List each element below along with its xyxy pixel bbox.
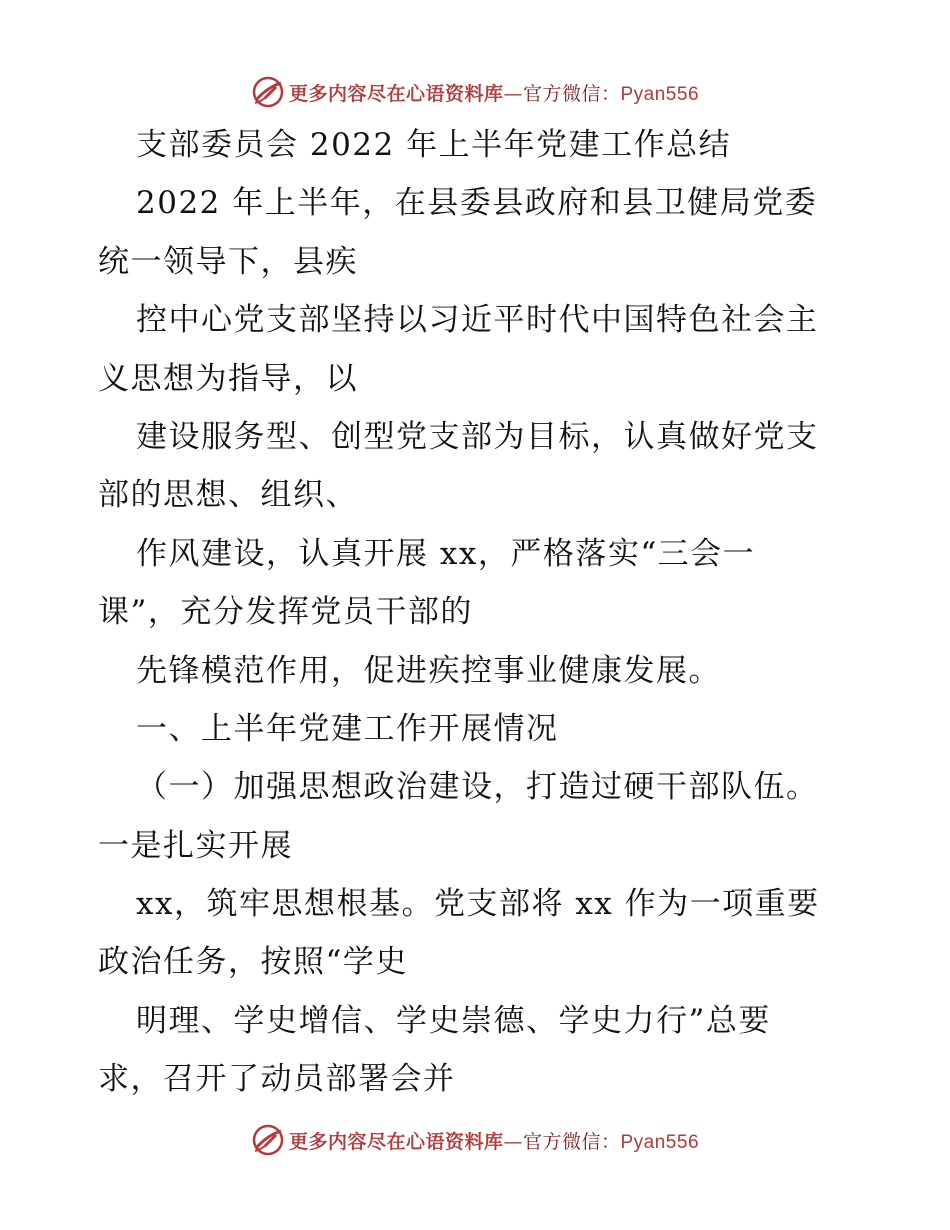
paragraph-line: 作风建设，认真开展 xx，严格落实“三会一 (136, 535, 756, 572)
banner-dash: — (503, 82, 523, 105)
banner-wechat-label: 官方微信： (522, 82, 621, 105)
paragraph-line: 义思想为指导，以 (98, 360, 358, 397)
paragraph-line: 统一领导下，县疾 (98, 243, 358, 280)
pen-circle-logo-icon (251, 75, 285, 109)
banner-site-text: 更多内容尽在心语资料库 (288, 1130, 504, 1153)
banner-wechat-handle: Pyan556 (620, 1131, 700, 1153)
paragraph-line: xx，筑牢思想根基。党支部将 xx 作为一项重要 (136, 886, 820, 923)
paragraph-line: 课”，充分发挥党员干部的 (98, 594, 473, 631)
banner-wechat-handle: Pyan556 (620, 83, 700, 105)
section-heading: 一、上半年党建工作开展情况 (136, 710, 559, 747)
paragraph-line: 明理、学史增信、学史崇德、学史力行”总要 (136, 1002, 771, 1039)
paragraph-line: 控中心党支部坚持以习近平时代中国特色社会主 (136, 302, 819, 339)
document-body (98, 116, 858, 1109)
paragraph-line: 2022 年上半年，在县委县政府和县卫健局党委 (136, 185, 818, 222)
banner-wechat-label: 官方微信： (522, 1130, 621, 1153)
banner-dash: — (503, 1130, 523, 1153)
paragraph-line: 一是扎实开展 (98, 827, 293, 864)
banner-text (289, 1127, 699, 1154)
paragraph-line: 部的思想、组织、 (98, 477, 358, 514)
paragraph-line: 建设服务型、创型党支部为目标，认真做好党支 (136, 418, 819, 455)
banner-site-text: 更多内容尽在心语资料库 (288, 82, 504, 105)
header-watermark-banner (0, 70, 950, 114)
paragraph-line: 政治任务，按照“学史 (98, 944, 408, 981)
document-title: 支部委员会 2022 年上半年党建工作总结 (136, 127, 732, 163)
pen-circle-logo-icon (251, 1123, 285, 1157)
subsection-heading: （一）加强思想政治建设，打造过硬干部队伍。 (136, 769, 819, 806)
paragraph-line: 先锋模范作用，促进疾控事业健康发展。 (136, 652, 721, 689)
footer-watermark-banner (0, 1118, 950, 1162)
paragraph-line: 求，召开了动员部署会并 (98, 1061, 456, 1098)
banner-text (289, 79, 699, 106)
